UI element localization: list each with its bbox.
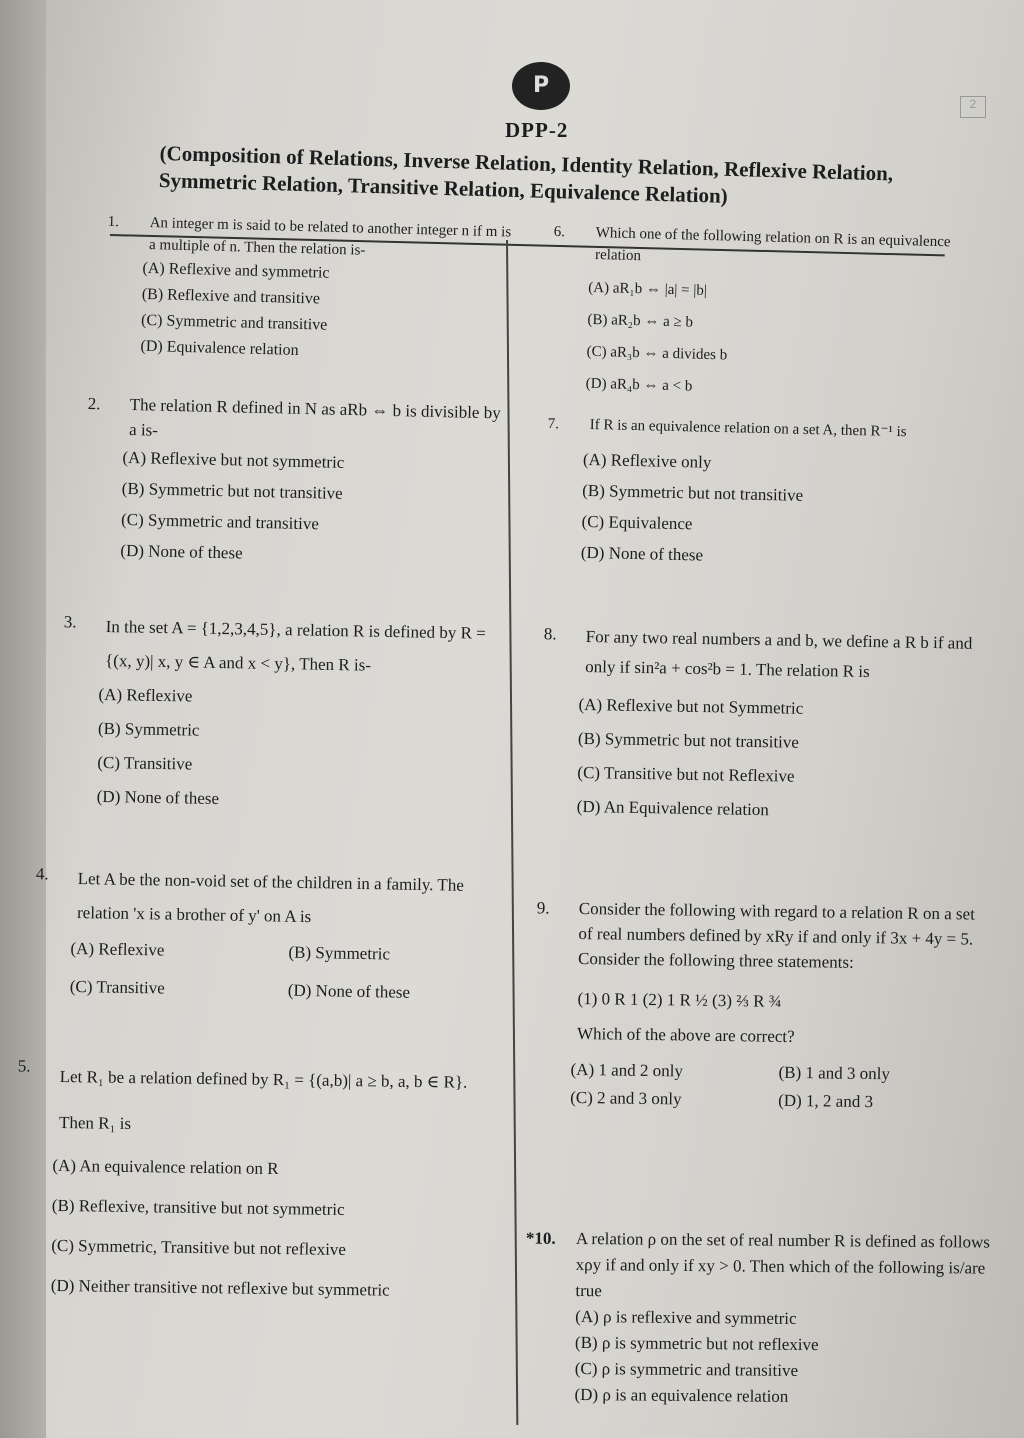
page-number: 2 <box>960 96 986 118</box>
question-10 <box>525 1226 1006 1412</box>
option-b: (B) Symmetric but not transitive <box>121 478 343 503</box>
question-number: *10. <box>525 1228 556 1248</box>
question-stem: For any two real numbers a and b, we define a R b if and only if sin²a + cos²b = 1. The relation R is <box>585 626 973 681</box>
question-6 <box>553 222 971 410</box>
option-d: (D) None of these <box>120 540 243 563</box>
institute-logo: P <box>512 62 570 110</box>
option-c: (C) Symmetric, Transitive but not reflexive <box>51 1235 347 1260</box>
option-d: (D) None of these <box>96 786 220 808</box>
option-c: (C) Transitive <box>97 752 193 774</box>
question-stem: In the set A = {1,2,3,4,5}, a relation R is defined by R = {(x, y)| x, y ∈ A and x < y}, Then R is- <box>104 616 486 675</box>
question-stem: Let A be the non-void set of the children in a family. The relation 'x is a brother of y' on A is <box>76 868 465 927</box>
option-c: (C) Symmetric and transitive <box>140 311 328 334</box>
option-b: (B) 1 and 3 only <box>778 1062 891 1084</box>
question-2 <box>87 392 510 575</box>
question-5 <box>17 1054 479 1312</box>
question-stem: An integer m is said to be related to another integer n if m is a multiple of n. Then the relation is- <box>148 214 512 259</box>
question-1 <box>107 212 520 370</box>
question-stem: The relation R defined in N as aRb ⇔ b is divisible by a is- <box>128 394 501 440</box>
question-stem: Let R₁ be a relation defined by R₁ = {(a,b)| a ≥ b, a, b ∈ R}. Then R₁ is <box>58 1066 468 1133</box>
question-8 <box>543 622 975 831</box>
option-a: (A) Reflexive <box>70 938 165 960</box>
option-d: (D) aR₄b ⇔ a < b <box>585 375 693 395</box>
option-d: (D) None of these <box>580 542 704 565</box>
question-number: 2. <box>87 394 101 414</box>
question-prompt: Which of the above are correct? <box>576 1023 795 1047</box>
option-c: (C) ρ is symmetric and transitive <box>574 1358 799 1380</box>
option-d: (D) None of these <box>287 980 411 1002</box>
option-b: (B) Symmetric <box>288 942 391 964</box>
question-number: 7. <box>547 416 560 433</box>
option-b: (B) Symmetric but not transitive <box>582 480 804 505</box>
question-stem: Consider the following with regard to a relation R on a set of real numbers defined by xRy if and only if 3x + 4y = 5. Consider the following three statements: <box>577 898 976 972</box>
question-number: 5. <box>17 1056 31 1076</box>
question-7 <box>547 414 970 577</box>
option-c: (C) aR₃b ⇔ a divides b <box>586 343 728 364</box>
option-c: (C) 2 and 3 only <box>570 1087 682 1109</box>
option-b: (B) Reflexive and transitive <box>141 285 321 308</box>
question-number: 8. <box>543 624 557 644</box>
question-stem: A relation ρ on the set of real number R is defined as follows xρy if and only if xy > 0. Then which of the following is/are true <box>575 1228 990 1301</box>
option-a: (A) An equivalence relation on R <box>52 1155 279 1179</box>
statement-list: (1) 0 R 1 (2) 1 R ½ (3) ⅔ R ¾ <box>577 988 782 1011</box>
paper-shadow-edge <box>0 0 46 1438</box>
topic-heading: (Composition of Relations, Inverse Relation, Identity Relation, Reflexive Relation, Symmetric Relation, Transitive Relation, Equivalence Relation) <box>158 140 894 208</box>
option-a: (A) Reflexive but not symmetric <box>122 447 345 472</box>
question-number: 3. <box>63 612 77 632</box>
question-number: 6. <box>553 223 566 241</box>
option-a: (A) aR₁b ⇔ |a| = |b| <box>588 279 708 299</box>
option-c: (C) Symmetric and transitive <box>120 509 320 534</box>
option-b: (B) Reflexive, transitive but not symmetric <box>51 1195 345 1219</box>
option-d: (D) 1, 2 and 3 <box>778 1090 874 1112</box>
question-number: 1. <box>107 213 120 231</box>
option-a: (A) ρ is reflexive and symmetric <box>575 1306 797 1328</box>
option-b: (B) aR₂b ⇔ a ≥ b <box>587 311 694 331</box>
question-stem: If R is an equivalence relation on a set A, then R⁻¹ is <box>589 416 907 441</box>
option-c: (C) Equivalence <box>581 511 693 534</box>
option-c: (C) Transitive but not Reflexive <box>577 762 795 786</box>
option-d: (D) An Equivalence relation <box>576 796 770 820</box>
question-number: 4. <box>35 864 49 884</box>
option-d: (D) Equivalence relation <box>140 337 299 359</box>
option-d: (D) Neither transitive not reflexive but symmetric <box>50 1275 390 1300</box>
question-3 <box>63 610 510 821</box>
option-a: (A) 1 and 2 only <box>570 1059 684 1081</box>
sheet-title: DPP-2 <box>505 118 569 142</box>
option-b: (B) ρ is symmetric but not reflexive <box>574 1332 819 1355</box>
option-c: (C) Transitive <box>69 976 165 998</box>
question-number: 9. <box>536 898 550 918</box>
option-b: (B) Symmetric <box>97 718 200 740</box>
option-a: (A) Reflexive only <box>582 449 712 472</box>
option-b: (B) Symmetric but not transitive <box>577 728 800 752</box>
option-d: (D) ρ is an equivalence relation <box>574 1384 789 1406</box>
question-stem: Which one of the following relation on R is an equivalence relation <box>594 224 951 265</box>
option-a: (A) Reflexive but not Symmetric <box>578 694 804 718</box>
question-4 <box>35 862 507 1013</box>
option-a: (A) Reflexive <box>98 684 193 706</box>
option-a: (A) Reflexive and symmetric <box>142 259 330 282</box>
question-9 <box>536 896 989 1118</box>
